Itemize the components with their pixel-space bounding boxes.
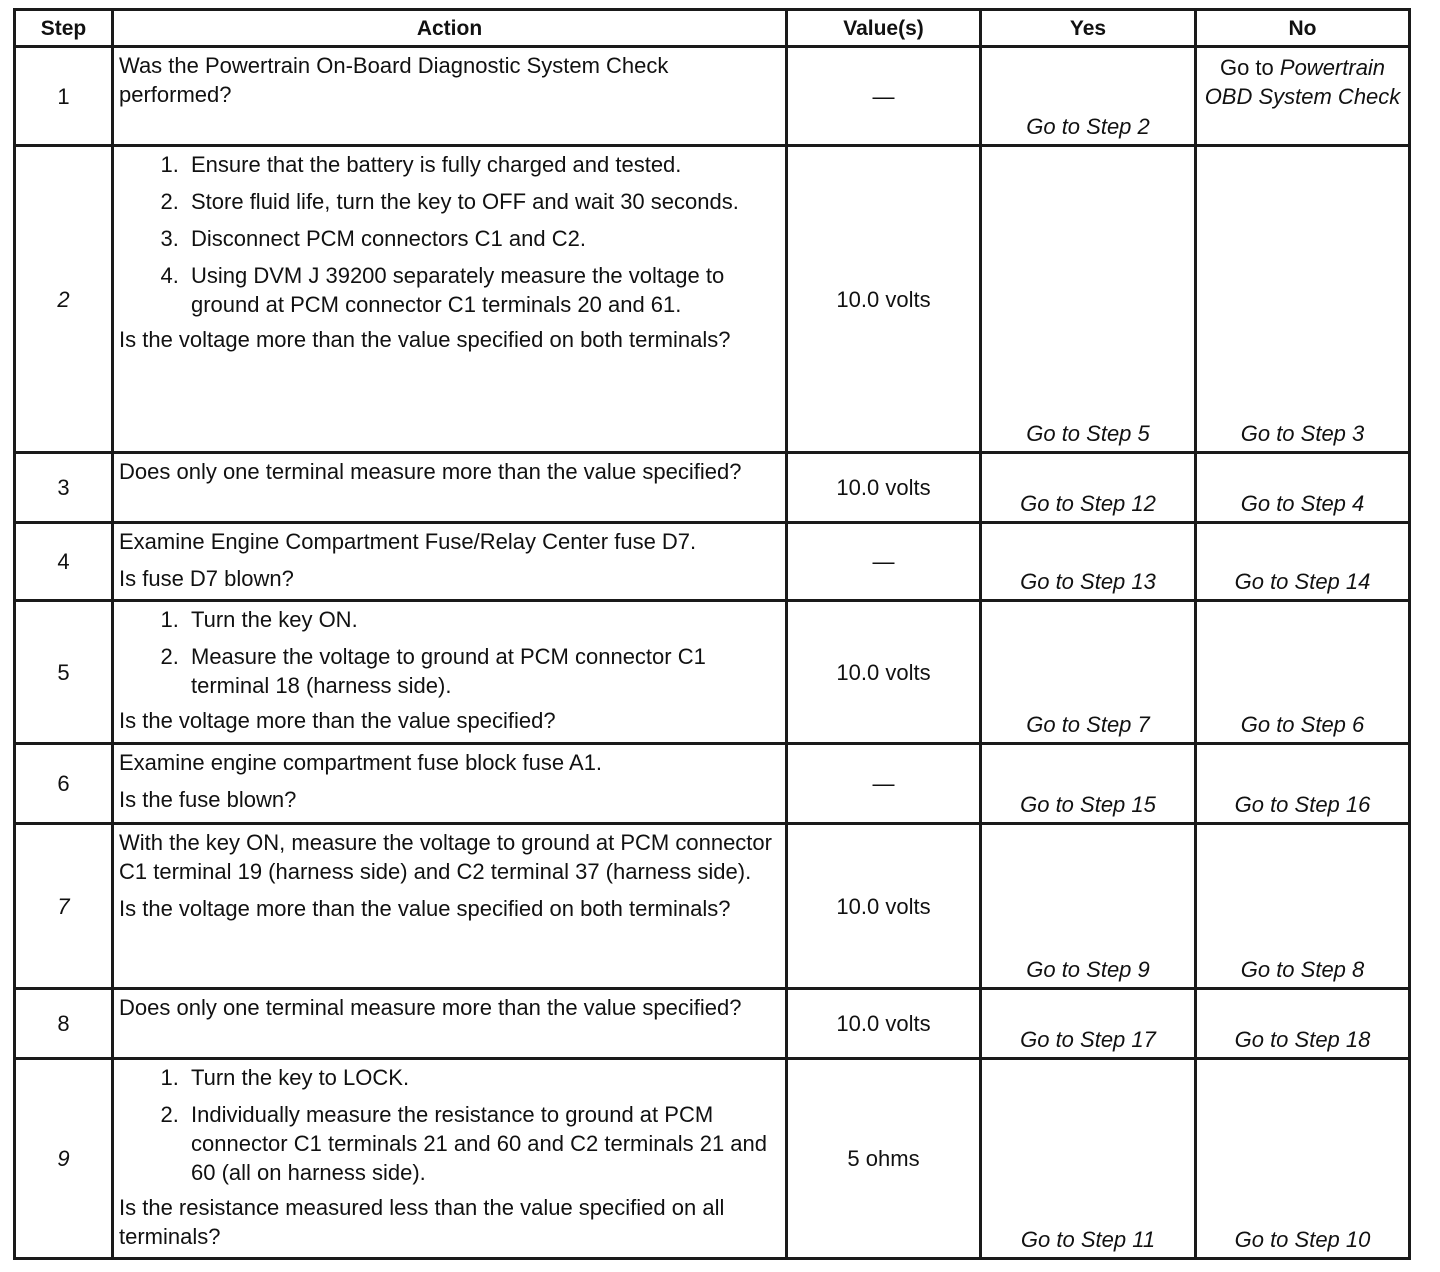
value-cell: 10.0 volts [787,824,981,989]
yes-cell: Go to Step 12 [981,453,1196,523]
table-row [15,744,1410,824]
action-question: Is the voltage more than the value specified? [119,708,556,733]
yes-cell: Go to Step 5 [981,146,1196,453]
table-row [15,1059,1410,1259]
table-row [15,989,1410,1059]
no-link-text: Powertrain OBD System Check [1204,55,1401,109]
no-cell: Go to Step 6 [1196,601,1410,744]
action-steps-list [119,605,779,700]
value-cell: 5 ohms [787,1059,981,1259]
action-cell [113,523,787,601]
value-cell: 10.0 volts [787,453,981,523]
action-cell [113,601,787,744]
no-cell: Go to Step 14 [1196,523,1410,601]
header-yes: Yes [981,10,1196,47]
list-item: 1. Ensure that the battery is fully charged and tested. [185,150,779,179]
header-value: Value(s) [787,10,981,47]
list-item: 1. Turn the key to LOCK. [185,1063,779,1092]
no-cell: Go to Step 16 [1196,744,1410,824]
step-number: 5 [15,601,113,744]
header-action: Action [113,10,787,47]
yes-cell: Go to Step 15 [981,744,1196,824]
table-row [15,824,1410,989]
value-cell: 10.0 volts [787,146,981,453]
table-row [15,146,1410,453]
step-number: 8 [15,989,113,1059]
action-cell [113,744,787,824]
value-cell [787,47,981,146]
no-cell: Go to Step 10 [1196,1059,1410,1259]
header-row [15,10,1410,47]
step-number: 9 [15,1059,113,1259]
no-cell: Go to Step 3 [1196,146,1410,453]
yes-cell: Go to Step 17 [981,989,1196,1059]
action-cell [113,453,787,523]
value-text: — [872,83,895,109]
action-steps-list [119,150,779,319]
yes-cell: Go to Step 7 [981,601,1196,744]
no-cell: Go to Step 18 [1196,989,1410,1059]
action-cell [113,47,787,146]
action-cell [113,146,787,453]
header-no: No [1196,10,1410,47]
diagnostic-table [13,8,1411,1260]
table-row [15,453,1410,523]
no-cell [1196,47,1410,146]
header-step: Step [15,10,113,47]
value-cell: 10.0 volts [787,989,981,1059]
list-item: 4. Using DVM J 39200 separately measure the voltage to ground at PCM connector C1 terminals 20 and 61. [185,261,779,319]
step-number: 4 [15,523,113,601]
list-item: 1. Turn the key ON. [185,605,779,634]
action-question: Is the fuse blown? [119,787,297,812]
yes-cell: Go to Step 11 [981,1059,1196,1259]
action-cell [113,1059,787,1259]
action-question: Is fuse D7 blown? [119,566,294,591]
action-question: Is the voltage more than the value specified on both terminals? [119,327,731,352]
yes-cell: Go to Step 2 [981,47,1196,146]
action-text: With the key ON, measure the voltage to ground at PCM connector C1 terminal 19 (harness side) and C2 terminal 37 (harness side). [119,830,772,884]
table-row [15,47,1410,146]
no-prefix: Go to [1219,55,1274,80]
step-number: 6 [15,744,113,824]
action-cell [113,824,787,989]
action-text: Does only one terminal measure more than the value specified? [119,995,742,1020]
action-text: Was the Powertrain On-Board Diagnostic System Check performed? [119,53,669,107]
action-question: Is the resistance measured less than the value specified on all terminals? [119,1195,725,1249]
action-text: Does only one terminal measure more than the value specified? [119,459,742,484]
action-question: Is the voltage more than the value specified on both terminals? [119,896,731,921]
list-item: 3. Disconnect PCM connectors C1 and C2. [185,224,779,253]
table-row [15,523,1410,601]
step-number: 1 [15,47,113,146]
value-cell: 10.0 volts [787,601,981,744]
action-text: Examine engine compartment fuse block fuse A1. [119,750,603,775]
yes-cell: Go to Step 13 [981,523,1196,601]
list-item: 2. Measure the voltage to ground at PCM connector C1 terminal 18 (harness side). [185,642,779,700]
no-cell: Go to Step 4 [1196,453,1410,523]
list-item: 2. Store fluid life, turn the key to OFF and wait 30 seconds. [185,187,779,216]
step-number: 7 [15,824,113,989]
no-cell: Go to Step 8 [1196,824,1410,989]
step-number: 2 [15,146,113,453]
action-text: Examine Engine Compartment Fuse/Relay Center fuse D7. [119,529,697,554]
action-cell [113,989,787,1059]
value-cell: — [787,523,981,601]
value-cell: — [787,744,981,824]
list-item: 2. Individually measure the resistance to ground at PCM connector C1 terminals 21 and 60 and C2 terminals 21 and 60 (all on harness side). [185,1100,779,1187]
yes-cell: Go to Step 9 [981,824,1196,989]
table-row [15,601,1410,744]
step-number: 3 [15,453,113,523]
action-steps-list [119,1063,779,1187]
